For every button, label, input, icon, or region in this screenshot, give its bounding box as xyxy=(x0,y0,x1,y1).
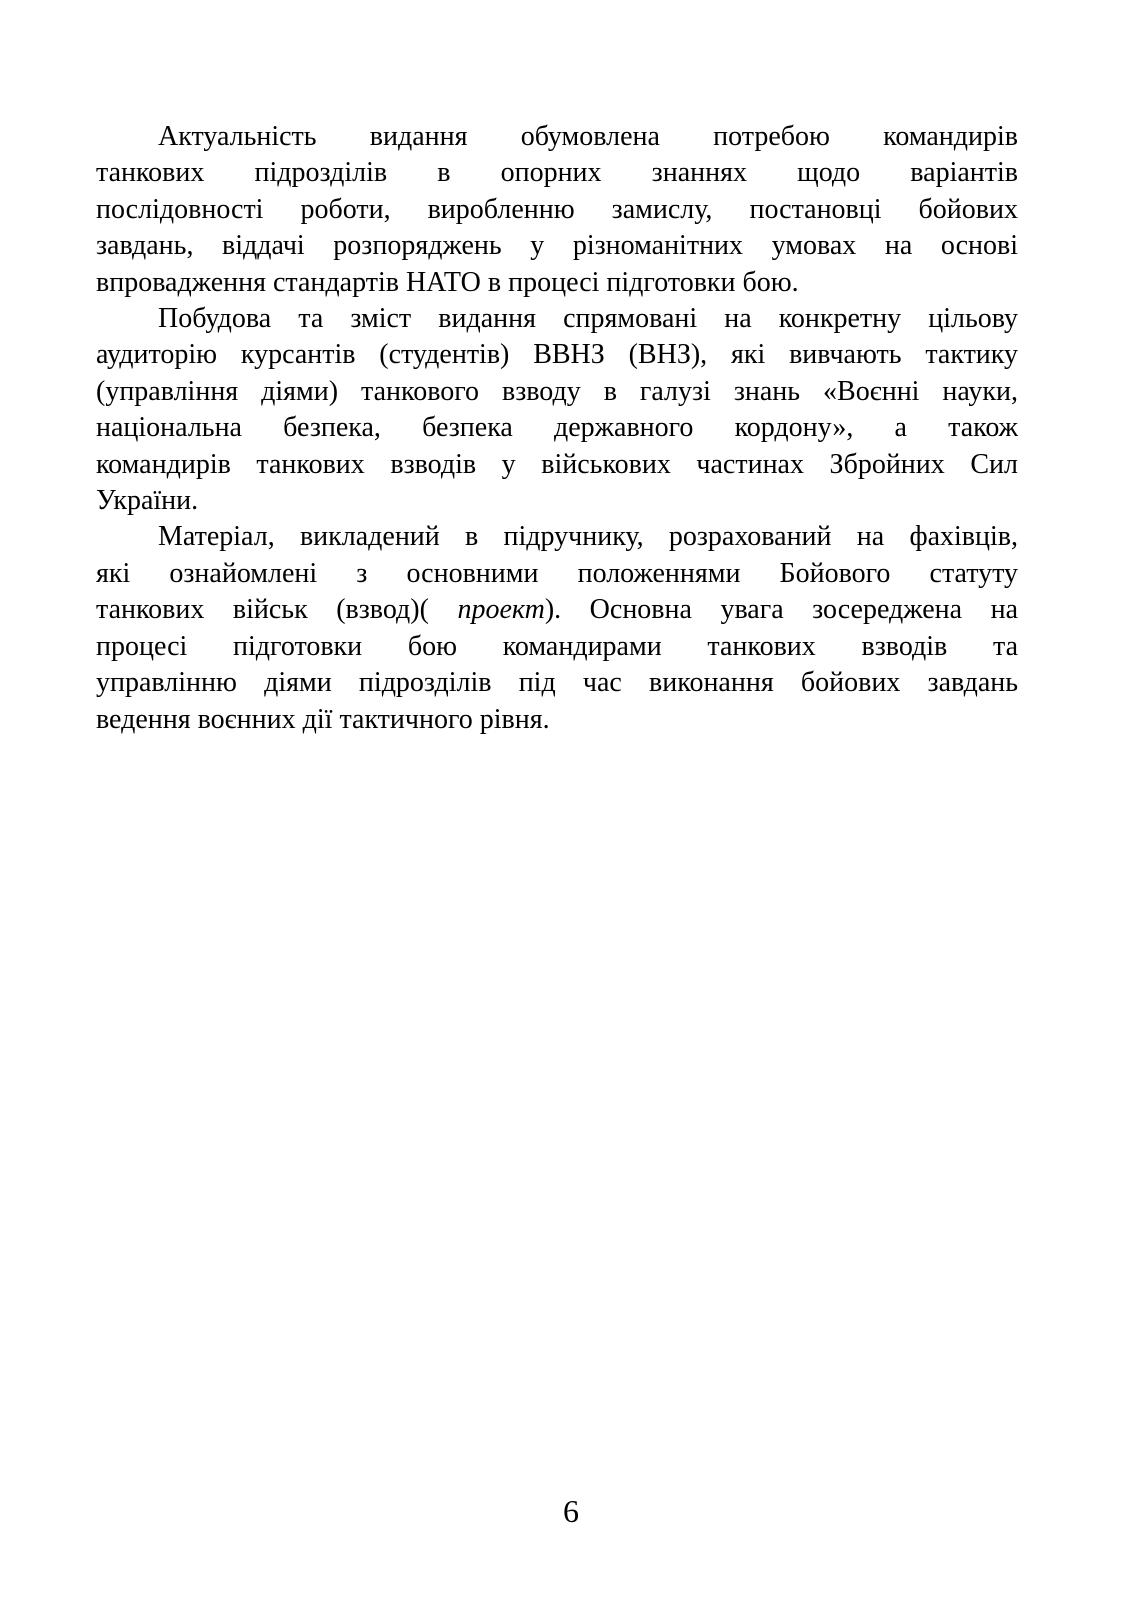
text-line: Матеріал, викладений в підручнику, розрахований на фахівців, xyxy=(158,521,1018,553)
text-line: (управління діями) танкового взводу в галузі знань «Воєнні науки, xyxy=(96,375,1018,407)
text-line: танкових підрозділів в опорних знаннях щодо варіантів xyxy=(96,157,1018,189)
text-line: національна безпека, безпека державного кордону», а також xyxy=(96,412,1018,444)
text-block xyxy=(96,119,1018,738)
text-segment: ). Основна увага зосереджена на xyxy=(544,594,1018,626)
text-segment: танкових військ (взвод)( xyxy=(96,594,458,626)
text-line: аудиторію курсантів (студентів) ВВНЗ (ВНЗ), які вивчають тактику xyxy=(96,339,1018,371)
text-line: Актуальність видання обумовлена потребою командирів xyxy=(158,121,1018,152)
text-line: процесі підготовки бою командирами танкових взводів та xyxy=(96,630,1018,662)
text-line: ведення воєнних дії тактичного рівня. xyxy=(96,703,550,735)
text-line: України. xyxy=(96,485,199,517)
text-line: завдань, віддачі розпоряджень у різноманітних умовах на основі xyxy=(96,230,1018,262)
paragraph-3 xyxy=(96,519,1018,737)
text-line: які ознайомлені з основними положеннями Бойового статуту xyxy=(96,557,1018,589)
text-line: командирів танкових взводів у військових частинах Збройних Сил xyxy=(96,448,1018,480)
paragraph-2 xyxy=(96,301,1018,519)
text-line: управлінню діями підрозділів під час виконання бойових завдань xyxy=(96,667,1018,699)
text-line xyxy=(96,592,1018,628)
paragraph-1 xyxy=(96,119,1018,301)
text-line: впровадження стандартів НАТО в процесі підготовки бою. xyxy=(96,266,799,298)
text-line: послідовності роботи, виробленню замислу, постановці бойових xyxy=(96,193,1018,225)
text-line: Побудова та зміст видання спрямовані на конкретну цільову xyxy=(158,303,1018,335)
italic-term: проект xyxy=(457,594,545,626)
page-number: 6 xyxy=(563,1493,579,1529)
